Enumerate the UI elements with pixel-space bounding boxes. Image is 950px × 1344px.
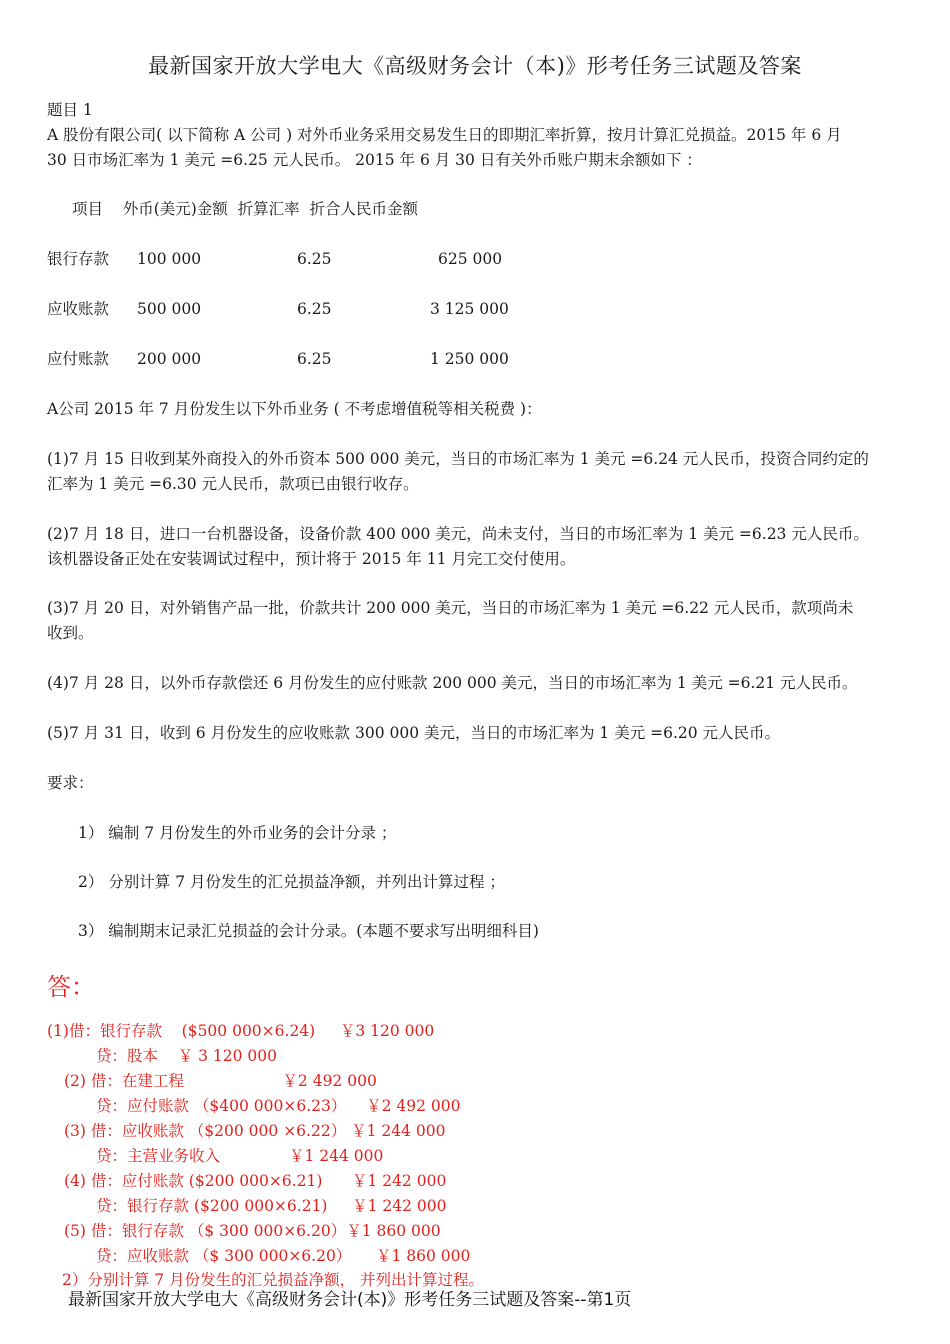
table-cell-usd: 200 000 (137, 350, 202, 368)
answer-line: 贷：银行存款 ($200 000×6.21) ￥1 242 000 (96, 1197, 447, 1215)
answer-line: 贷：主营业务收入 ￥1 244 000 (96, 1147, 384, 1165)
answer-line: 2）分别计算 7 月份发生的汇兑损益净额， 并列出计算过程。 (62, 1271, 485, 1289)
question-label: 题目 1 (47, 101, 93, 119)
intro-line-1: A 股份有限公司( 以下简称 A 公司 ) 对外币业务采用交易发生日的即期汇率折算，按月计算汇兑损益。2015 年 6 月 (47, 126, 842, 144)
answer-line: 贷：股本 ￥ 3 120 000 (96, 1047, 278, 1065)
table-cell-usd: 100 000 (137, 250, 202, 268)
transaction-4-line-1: (4)7 月 28 日，以外币存款偿还 6 月份发生的应付账款 200 000 美元，当日的市场汇率为 1 美元 =6.21 元人民币。 (47, 674, 858, 692)
table-cell-rate: 6.25 (297, 350, 332, 368)
table-cell-rate: 6.25 (297, 250, 332, 268)
requirement-1: 1） 编制 7 月份发生的外币业务的会计分录 ； (78, 824, 397, 842)
requirements-label: 要求： (47, 774, 94, 792)
table-header: 项目 外币(美元)金额 折算汇率 折合人民币金额 (72, 200, 419, 218)
answer-line: 贷：应付账款 （$400 000×6.23） ￥2 492 000 (96, 1097, 461, 1115)
table-cell-rmb: 625 000 (438, 250, 503, 268)
document-title: 最新国家开放大学电大《高级财务会计（本)》形考任务三试题及答案 (148, 54, 802, 78)
table-cell-item: 应付账款 (47, 350, 110, 368)
requirement-2: 2） 分别计算 7 月份发生的汇兑损益净额，并列出计算过程 ； (78, 873, 505, 891)
answer-label: 答： (47, 973, 95, 1001)
july-intro: A公司 2015 年 7 月份发生以下外币业务 ( 不考虑增值税等相关税费 )： (47, 400, 542, 418)
answer-line: (2) 借：在建工程 ￥2 492 000 (64, 1072, 377, 1090)
transaction-1-line-1: (1)7 月 15 日收到某外商投入的外币资本 500 000 美元，当日的市场汇率为 1 美元 =6.24 元人民币，投资合同约定的 (47, 450, 869, 468)
transaction-3-line-1: (3)7 月 20 日，对外销售产品一批，价款共计 200 000 美元，当日的市场汇率为 1 美元 =6.22 元人民币，款项尚未 (47, 599, 854, 617)
table-cell-rmb: 1 250 000 (430, 350, 509, 368)
answer-line: (3) 借：应收账款 （$200 000 ×6.22） ￥1 244 000 (64, 1122, 446, 1140)
table-cell-item: 应收账款 (47, 300, 110, 318)
transaction-3-line-2: 收到。 (47, 624, 94, 642)
transaction-5-line-1: (5)7 月 31 日，收到 6 月份发生的应收账款 300 000 美元，当日的市场汇率为 1 美元 =6.20 元人民币。 (47, 724, 781, 742)
table-cell-item: 银行存款 (47, 250, 110, 268)
answer-line: (4) 借：应付账款 ($200 000×6.21) ￥1 242 000 (64, 1172, 447, 1190)
requirement-3: 3） 编制期末记录汇兑损益的会计分录。(本题不要求写出明细科目) (78, 922, 539, 940)
transaction-2-line-2: 该机器设备正处在安装调试过程中，预计将于 2015 年 11 月完工交付使用。 (47, 550, 576, 568)
transaction-2-line-1: (2)7 月 18 日，进口一台机器设备，设备价款 400 000 美元，尚未支付，当日的市场汇率为 1 美元 =6.23 元人民币。 (47, 525, 869, 543)
intro-line-2: 30 日市场汇率为 1 美元 =6.25 元人民币。 2015 年 6 月 30 日有关外币账户期末余额如下 ： (47, 151, 702, 169)
table-cell-rate: 6.25 (297, 300, 332, 318)
answer-line: (5) 借：银行存款 （$ 300 000×6.20）￥1 860 000 (64, 1222, 441, 1240)
table-cell-rmb: 3 125 000 (430, 300, 509, 318)
answer-line: (1)借：银行存款 ($500 000×6.24) ￥3 120 000 (47, 1022, 435, 1040)
transaction-1-line-2: 汇率为 1 美元 =6.30 元人民币，款项已由银行收存。 (47, 475, 419, 493)
page-footer: 最新国家开放大学电大《高级财务会计(本)》形考任务三试题及答案--第1页 (68, 1290, 632, 1310)
table-cell-usd: 500 000 (137, 300, 202, 318)
answer-line: 贷：应收账款 （$ 300 000×6.20） ￥1 860 000 (96, 1247, 471, 1265)
